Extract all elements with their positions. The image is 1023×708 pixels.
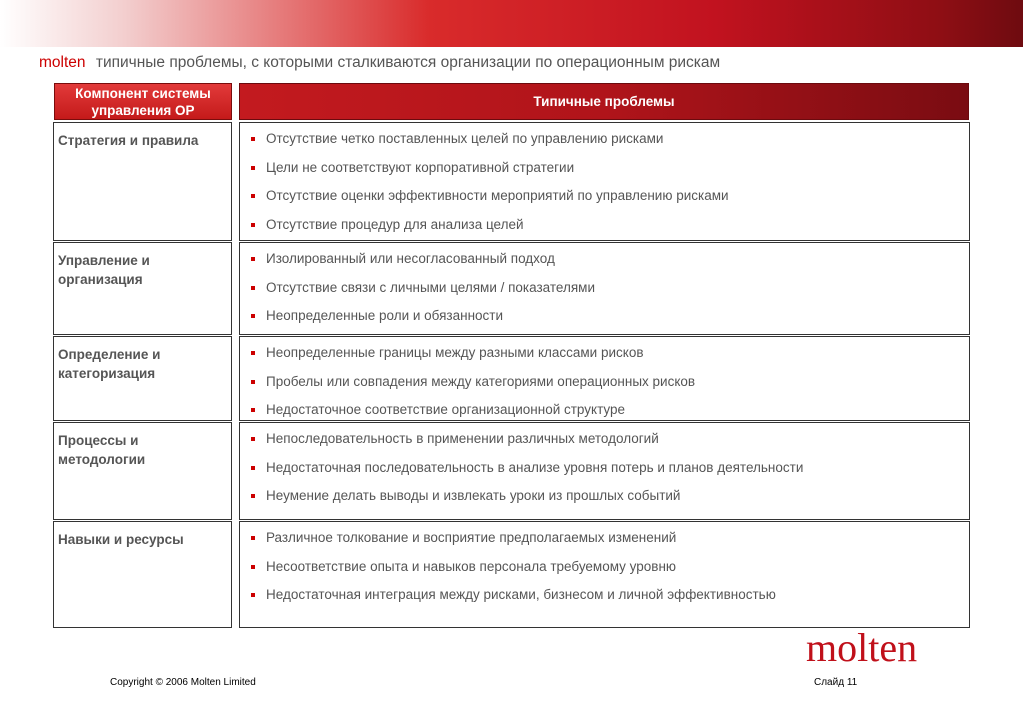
row-component-management: Управление и организация <box>53 242 232 335</box>
column-header-problems: Типичные проблемы <box>239 83 969 120</box>
bullet-icon <box>251 351 255 355</box>
problem-item: Неумение делать выводы и извлекать уроки из прошлых событий <box>248 487 969 516</box>
slide-number: Слайд 11 <box>814 677 858 688</box>
row-component-skills: Навыки и ресурсы <box>53 521 232 628</box>
row-component-definition: Определение и категоризация <box>53 336 232 421</box>
problem-item: Отсутствие четко поставленных целей по управлению рисками <box>248 130 969 159</box>
bullet-icon <box>251 565 255 569</box>
problem-item: Недостаточное соответствие организационной структуре <box>248 401 969 430</box>
bullet-icon <box>251 257 255 261</box>
problem-item: Отсутствие процедур для анализа целей <box>248 216 969 245</box>
bullet-icon <box>251 380 255 384</box>
row-problems-skills <box>239 521 970 628</box>
column-header-component: Компонент системы управления ОР <box>54 83 232 120</box>
problem-item: Изолированный или несогласованный подход <box>248 250 969 279</box>
problem-item: Неопределенные границы между разными классами рисков <box>248 344 969 373</box>
title-brand: molten <box>39 54 86 71</box>
bullet-icon <box>251 194 255 198</box>
bullet-icon <box>251 536 255 540</box>
top-banner <box>0 0 1023 47</box>
bullet-icon <box>251 593 255 597</box>
row-component-processes: Процессы и методологии <box>53 422 232 520</box>
row-component-strategy: Стратегия и правила <box>53 122 232 241</box>
row-problems-management <box>239 242 970 335</box>
problem-item: Отсутствие связи с личными целями / показателями <box>248 279 969 308</box>
bullet-icon <box>251 494 255 498</box>
row-problems-definition <box>239 336 970 421</box>
problem-item: Цели не соответствуют корпоративной стратегии <box>248 159 969 188</box>
bullet-icon <box>251 466 255 470</box>
problem-item: Отсутствие оценки эффективности мероприятий по управлению рисками <box>248 187 969 216</box>
bullet-icon <box>251 286 255 290</box>
title-text: типичные проблемы, с которыми сталкиваются организации по операционным рискам <box>95 54 721 71</box>
problem-item: Неопределенные роли и обязанности <box>248 307 969 336</box>
bullet-icon <box>251 314 255 318</box>
bullet-icon <box>251 437 255 441</box>
row-problems-processes <box>239 422 970 520</box>
problem-item: Пробелы или совпадения между категориями операционных рисков <box>248 373 969 402</box>
bullet-icon <box>251 166 255 170</box>
row-problems-strategy <box>239 122 970 241</box>
bullet-icon <box>251 408 255 412</box>
problem-item: Различное толкование и восприятие предполагаемых изменений <box>248 529 969 558</box>
problem-item: Недостаточная последовательность в анализе уровня потерь и планов деятельности <box>248 459 969 488</box>
problem-item: Недостаточная интеграция между рисками, бизнесом и личной эффективностью <box>248 586 969 615</box>
molten-logo: molten <box>806 625 918 670</box>
bullet-icon <box>251 223 255 227</box>
problem-item: Несоответствие опыта и навыков персонала требуемому уровню <box>248 558 969 587</box>
problem-item: Непоследовательность в применении различных методологий <box>248 430 969 459</box>
bullet-icon <box>251 137 255 141</box>
copyright-text: Copyright © 2006 Molten Limited <box>110 677 256 688</box>
slide-title <box>39 54 720 72</box>
